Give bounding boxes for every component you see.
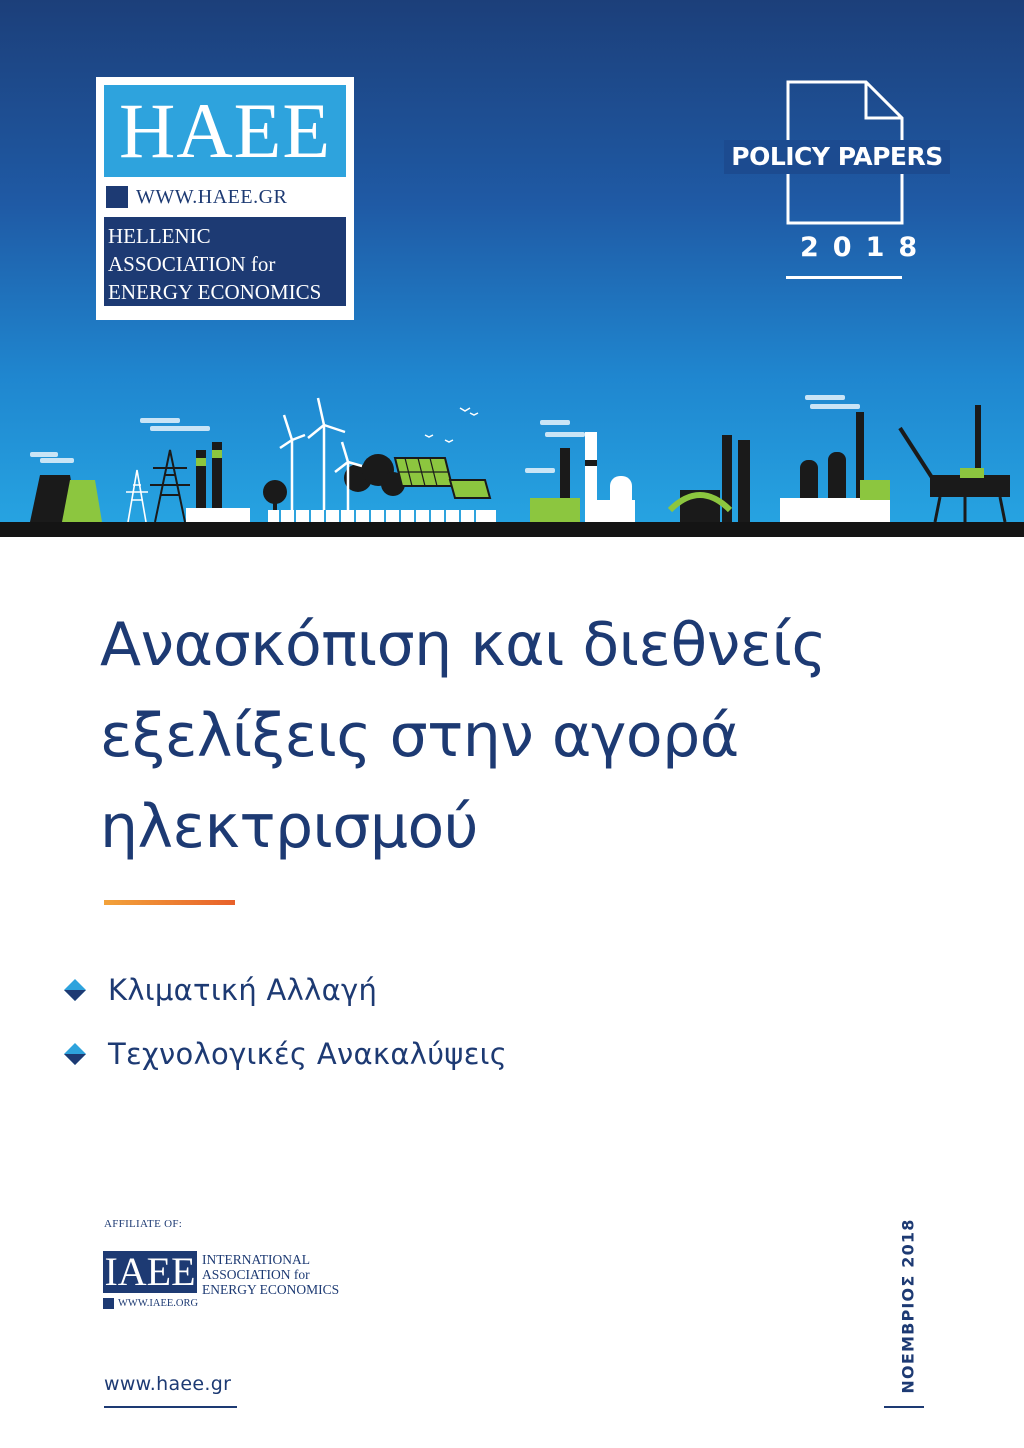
haee-logo-name-line: HELLENIC [108, 224, 211, 248]
haee-logo-url: WWW.HAEE.GR [136, 185, 288, 208]
website-link[interactable]: www.haee.gr [104, 1373, 232, 1395]
haee-logo-name-line: ENERGY ECONOMICS [108, 280, 322, 304]
haee-logo-name-line: ASSOCIATION for [108, 252, 276, 276]
policy-papers-label: POLICY PAPERS [724, 140, 950, 174]
title-line: εξελίξεις στην αγορά [100, 701, 739, 771]
iaee-logo-acronym: IAEE [104, 1249, 196, 1294]
title-divider [104, 900, 235, 905]
publication-date: ΝΟΕΜΒΡΙΟΣ 2018 [898, 1218, 918, 1394]
document-title [100, 600, 980, 873]
logo-square-mark [106, 186, 128, 208]
haee-logo-acronym: HAEE [119, 87, 331, 174]
diamond-bullet-icon [62, 1041, 88, 1067]
iaee-logo [103, 1251, 343, 1313]
topic-item [62, 1022, 507, 1086]
title-line: ηλεκτρισμού [100, 792, 478, 862]
topic-list [62, 958, 507, 1086]
iaee-logo-name [202, 1252, 339, 1297]
title-line: Ανασκόπιση και διεθνείς [100, 610, 827, 680]
cover-hero [0, 0, 1024, 537]
topic-label: Κλιματική Αλλαγή [108, 973, 378, 1007]
iaee-logo-name-line: INTERNATIONAL [202, 1252, 310, 1267]
haee-logo [96, 77, 354, 320]
industrial-skyline-illustration [0, 380, 1024, 537]
date-underline [884, 1406, 924, 1408]
iaee-logo-url: WWW.IAEE.ORG [118, 1298, 199, 1309]
topic-item [62, 958, 507, 1022]
policy-papers-underline [786, 276, 902, 279]
logo-square-mark [103, 1298, 114, 1309]
website-underline [104, 1406, 237, 1408]
policy-papers-year: 2018 [800, 232, 932, 263]
topic-label: Τεχνολογικές Ανακαλύψεις [108, 1037, 508, 1071]
affiliate-label: AFFILIATE OF: [104, 1218, 183, 1230]
haee-logo-name [104, 217, 346, 306]
diamond-bullet-icon [62, 977, 88, 1003]
iaee-logo-name-line: ENERGY ECONOMICS [202, 1282, 340, 1297]
iaee-logo-name-line: ASSOCIATION for [202, 1267, 310, 1282]
